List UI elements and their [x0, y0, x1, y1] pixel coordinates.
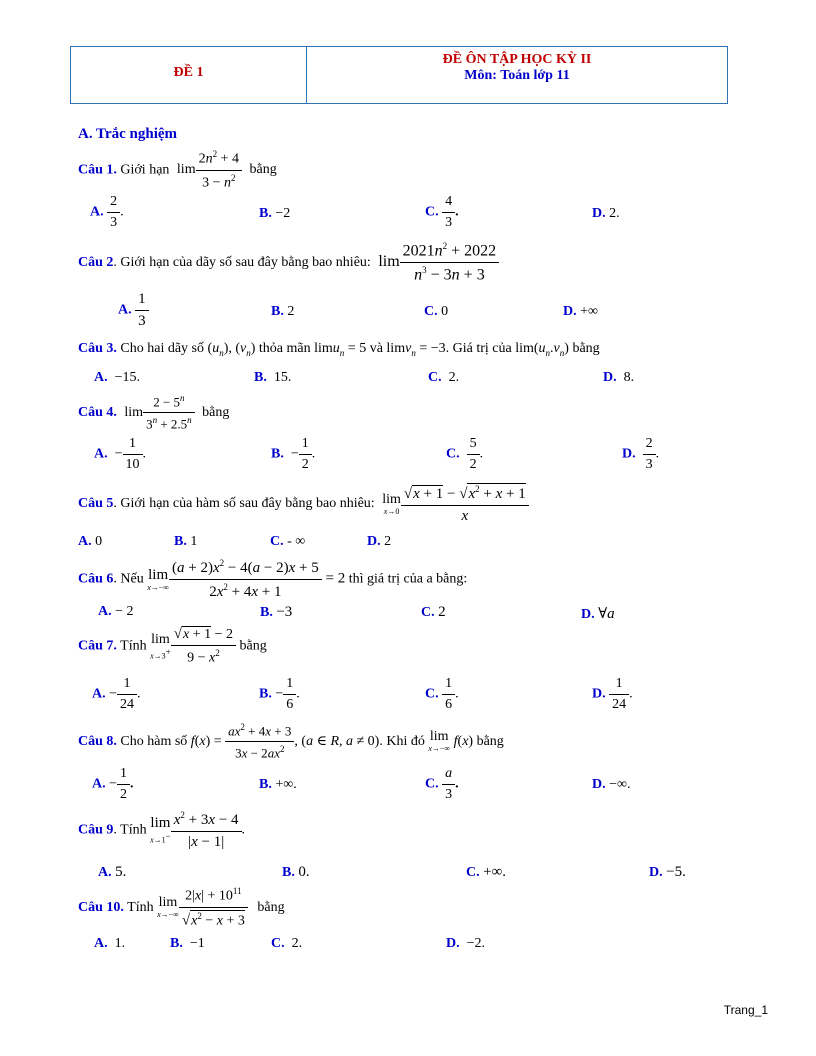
option-3b[interactable]	[254, 370, 291, 386]
option-value: +∞	[580, 304, 599, 319]
option-label: B.	[260, 605, 273, 620]
question-label: Câu 8.	[78, 734, 117, 750]
formula: f(x) = $\frac{ax^2 + 4x + 3}{3x - 2ax^2}$ , (a ∈ R, a ≠ 0)	[190, 722, 380, 761]
option-10c[interactable]	[271, 936, 302, 952]
question-text: bằng	[239, 638, 267, 654]
option-value: 2	[438, 604, 446, 620]
option-4d[interactable]: D. $\frac{2}{3}$ .	[622, 436, 660, 472]
option-1c[interactable]: C. $\frac{4}{3}$ .	[425, 194, 459, 230]
option-9c[interactable]	[466, 864, 506, 881]
formula: $\frac{(a + 2)x^2 - 4(a - 2)x + 5}{2x^2 + 4x + 1}$	[169, 558, 322, 601]
question-text: bằng	[572, 341, 600, 356]
option-label: D.	[446, 936, 460, 951]
question-text: Cho hai dãy số	[120, 341, 205, 356]
question-label: Câu 7.	[78, 638, 117, 654]
option-5a[interactable]	[78, 534, 102, 550]
option-value: −∞.	[609, 777, 631, 792]
option-label: C.	[425, 686, 439, 702]
option-value: .	[137, 686, 141, 702]
option-2c[interactable]	[424, 304, 448, 320]
option-value: .	[120, 204, 124, 220]
option-10d[interactable]	[446, 936, 485, 952]
question-label: Câu 1.	[78, 162, 117, 178]
option-label: A.	[94, 446, 108, 462]
question-text: . Nếu	[113, 571, 144, 587]
option-label: A.	[94, 936, 108, 951]
option-label: D.	[649, 865, 663, 880]
option-value: 8.	[623, 370, 635, 385]
exam-number: ĐỀ 1	[173, 65, 204, 80]
option-label: C.	[425, 776, 439, 792]
option-value: ∀a	[598, 606, 615, 622]
question-text: bằng	[202, 405, 230, 421]
question-text: Cho hàm số	[120, 734, 188, 750]
question-label: Câu 9	[78, 822, 114, 838]
question-text: . Khi đó	[379, 734, 425, 750]
option-value: .	[455, 204, 459, 220]
option-5b[interactable]	[174, 534, 197, 550]
option-label: A.	[98, 604, 112, 619]
option-3c[interactable]	[428, 370, 459, 386]
option-label: D.	[592, 206, 606, 221]
option-value: .	[311, 446, 316, 462]
option-2d[interactable]	[563, 304, 598, 320]
option-value: 2	[287, 304, 295, 319]
option-value: 0	[441, 304, 449, 319]
exam-title: ĐỀ ÔN TẬP HỌC KỲ II	[442, 52, 592, 67]
option-label: B.	[271, 304, 284, 319]
question-8: Câu 8. Cho hàm số f(x) = $\frac{ax^2 + 4x + 3}{3x - 2ax^2}$ , (a ∈ R, a ≠ 0). Khi đó lim x→−∞ f(x) bằng	[78, 722, 504, 761]
formula: $\lim(u_n.v_n)$	[515, 341, 569, 358]
option-3d[interactable]	[603, 370, 634, 386]
option-value: 2.	[609, 206, 620, 221]
question-2: Câu 2. Giới hạn của dãy số sau đây bằng bao nhiêu: lim $\frac{2021n^2 + 2022}{n^3 - 3n + 3}$	[78, 241, 499, 285]
page-number: Trang_1	[723, 1003, 768, 1017]
option-value: 2	[384, 534, 392, 549]
option-label: B.	[282, 865, 295, 880]
option-value: +∞.	[483, 864, 507, 880]
formula: $\frac{x^2 + 3x - 4}{|x - 1|}$	[171, 810, 242, 851]
option-label: C.	[466, 865, 480, 880]
question-text: . Tính	[113, 822, 147, 838]
option-value: .	[655, 446, 660, 462]
option-value: −2	[275, 206, 291, 221]
option-value: .	[455, 686, 459, 702]
formula: $\frac{2021n^2 + 2022}{n^3 - 3n + 3}$	[400, 241, 500, 285]
option-label: B.	[259, 686, 272, 702]
question-text: Tính	[127, 899, 154, 915]
option-label: B.	[259, 206, 272, 221]
option-value: 0	[95, 534, 103, 549]
question-9: Câu 9. Tính lim x→1− $\frac{x^2 + 3x - 4}{|x - 1|}$ .	[78, 810, 246, 850]
option-label: C.	[424, 304, 438, 319]
option-value: 1	[190, 534, 198, 549]
option-2a[interactable]: A. $\frac{1}{3}$	[118, 291, 149, 330]
option-value: 2.	[448, 370, 460, 385]
formula: limu$_n$ = 5	[314, 341, 367, 358]
option-value: .	[455, 776, 459, 792]
option-9a[interactable]	[98, 864, 126, 881]
option-value: .	[629, 686, 633, 702]
question-1: Câu 1. Giới hạn lim $\frac{2n^2 + 4}{3 - n^2}$ bằng	[78, 149, 277, 191]
option-label: C.	[421, 605, 435, 620]
option-5d[interactable]	[367, 534, 391, 550]
option-label: A.	[98, 865, 112, 880]
option-8c[interactable]: C. $\frac{a}{3}$ .	[425, 766, 459, 802]
option-value: −1	[189, 936, 205, 951]
option-4c[interactable]: C. $\frac{5}{2}$ .	[446, 436, 484, 472]
question-text: và	[369, 341, 383, 356]
option-4b[interactable]: B. − $\frac{1}{2}$ .	[271, 436, 316, 472]
option-2b[interactable]	[271, 304, 294, 320]
option-7c[interactable]: C. $\frac{1}{6}$ .	[425, 676, 459, 712]
question-text: . Giới hạn của dãy số sau đây bằng bao nhiêu:	[113, 255, 371, 271]
option-value: .	[296, 686, 300, 702]
option-label: A.	[78, 534, 92, 549]
option-label: C.	[446, 446, 460, 462]
formula: $\frac{2|x| + 10^{11}}{√x^2 - x + 3}$	[179, 886, 248, 929]
question-text: bằng	[257, 899, 285, 915]
option-8a[interactable]: A. − $\frac{1}{2}$ .	[92, 766, 134, 802]
question-text: Giới hạn	[120, 162, 170, 178]
option-label: A.	[92, 776, 106, 792]
option-label: A.	[92, 686, 106, 702]
question-text: Tính	[120, 638, 147, 654]
question-5: Câu 5. Giới hạn của hàm số sau đây bằng bao nhiêu: lim x→0 $\frac{√x + 1 - √x^2 + x + 1}{x}$	[78, 483, 529, 525]
option-label: C.	[271, 936, 285, 951]
option-label: B.	[271, 446, 284, 462]
question-7: Câu 7. Tính lim x→3+ $\frac{√x + 1 - 2}{9 - x^2}$ bằng	[78, 626, 267, 666]
option-value: −5.	[666, 864, 686, 880]
option-5c[interactable]	[270, 534, 305, 550]
option-10b[interactable]	[170, 936, 205, 952]
option-4a[interactable]: A. − $\frac{1}{10}$ .	[94, 436, 147, 472]
option-10a[interactable]	[94, 936, 125, 952]
option-label: D.	[622, 446, 636, 462]
question-label: Câu 2	[78, 255, 114, 271]
question-text: thỏa mãn	[258, 341, 311, 356]
formula: limv$_n$ = −3	[386, 341, 446, 358]
question-label: Câu 6	[78, 571, 114, 587]
option-label: A.	[90, 204, 104, 220]
option-3a[interactable]	[94, 370, 140, 386]
option-label: A.	[94, 370, 108, 385]
option-value: − 2	[115, 604, 134, 619]
option-7b[interactable]: B. − $\frac{1}{6}$ .	[259, 676, 300, 712]
option-9d[interactable]	[649, 864, 686, 881]
option-value: −3	[276, 604, 293, 620]
option-value: −2.	[466, 936, 486, 951]
exam-subject: Môn: Toán lớp 11	[464, 68, 570, 83]
formula: $\frac{√x + 1 - 2}{9 - x^2}$	[171, 626, 236, 667]
question-text: . Giới hạn của hàm số sau đây bằng bao nhiêu:	[113, 496, 375, 512]
option-value: +∞.	[275, 777, 297, 792]
option-label: B.	[259, 777, 272, 792]
question-4: Câu 4. lim $\frac{2 - 5^n}{3^n + 2.5^n}$ bằng	[78, 393, 230, 432]
option-value: 2.	[291, 936, 303, 951]
formula: $\frac{√x + 1 - √x^2 + x + 1}{x}$	[401, 483, 529, 525]
option-value: - ∞	[287, 534, 306, 549]
option-label: B.	[254, 370, 267, 385]
option-label: D.	[367, 534, 381, 549]
question-label: Câu 5	[78, 496, 114, 512]
formula: $\frac{2n^2 + 4}{3 - n^2}$	[196, 149, 242, 191]
option-value: 1.	[114, 936, 126, 951]
option-8b[interactable]	[259, 777, 297, 793]
option-7d[interactable]: D. $\frac{1}{24}$ .	[592, 676, 633, 712]
option-1b[interactable]	[259, 206, 290, 222]
question-label: Câu 3.	[78, 341, 117, 356]
option-1a[interactable]: A. $\frac{2}{3}$ .	[90, 194, 124, 230]
option-9b[interactable]	[282, 864, 310, 881]
option-value: 0.	[298, 864, 310, 880]
option-6c[interactable]	[421, 604, 446, 621]
option-label: D.	[592, 777, 606, 792]
option-1d[interactable]	[592, 206, 620, 222]
option-label: C.	[270, 534, 284, 549]
question-10: Câu 10. Tính lim x→−∞ $\frac{2|x| + 10^{11}}{√x^2 - x + 3}$ bằng	[78, 886, 285, 929]
option-label: A.	[118, 302, 132, 318]
option-value: .	[130, 776, 134, 792]
option-label: D.	[603, 370, 617, 385]
formula: $\frac{2 - 5^n}{3^n + 2.5^n}$	[143, 393, 195, 433]
option-6d[interactable]	[581, 604, 615, 623]
question-text: thì giá trị của a bằng:	[348, 571, 468, 587]
option-label: D.	[592, 686, 606, 702]
exam-header-box	[70, 46, 728, 104]
option-label: C.	[428, 370, 442, 385]
option-6a[interactable]	[98, 604, 134, 620]
option-label: B.	[174, 534, 187, 549]
option-label: C.	[425, 204, 439, 220]
option-6b[interactable]	[260, 604, 292, 621]
question-text: bằng	[249, 162, 277, 178]
option-8d[interactable]	[592, 777, 631, 793]
option-label: B.	[170, 936, 183, 951]
option-value: 15.	[273, 370, 292, 385]
option-value: −15.	[114, 370, 141, 385]
question-3	[78, 341, 600, 358]
option-value: 5.	[115, 864, 127, 880]
question-text: . Giá trị của	[445, 341, 512, 356]
question-text: bằng	[476, 734, 504, 750]
option-label: D.	[563, 304, 577, 319]
formula: $(u_n)$, $(v_n)$	[207, 341, 256, 358]
option-7a[interactable]: A. − $\frac{1}{24}$ .	[92, 676, 141, 712]
section-title: A. Trắc nghiệm	[78, 126, 178, 142]
question-6: Câu 6. Nếu lim x→−∞ $\frac{(a + 2)x^2 - 4(a - 2)x + 5}{2x^2 + 4x + 1}$ = 2 thì giá trị của a bằng:	[78, 558, 468, 600]
option-value: .	[142, 446, 147, 462]
option-label: D.	[581, 607, 595, 622]
option-value: .	[479, 446, 484, 462]
question-label: Câu 10.	[78, 899, 124, 915]
question-label: Câu 4.	[78, 405, 117, 421]
